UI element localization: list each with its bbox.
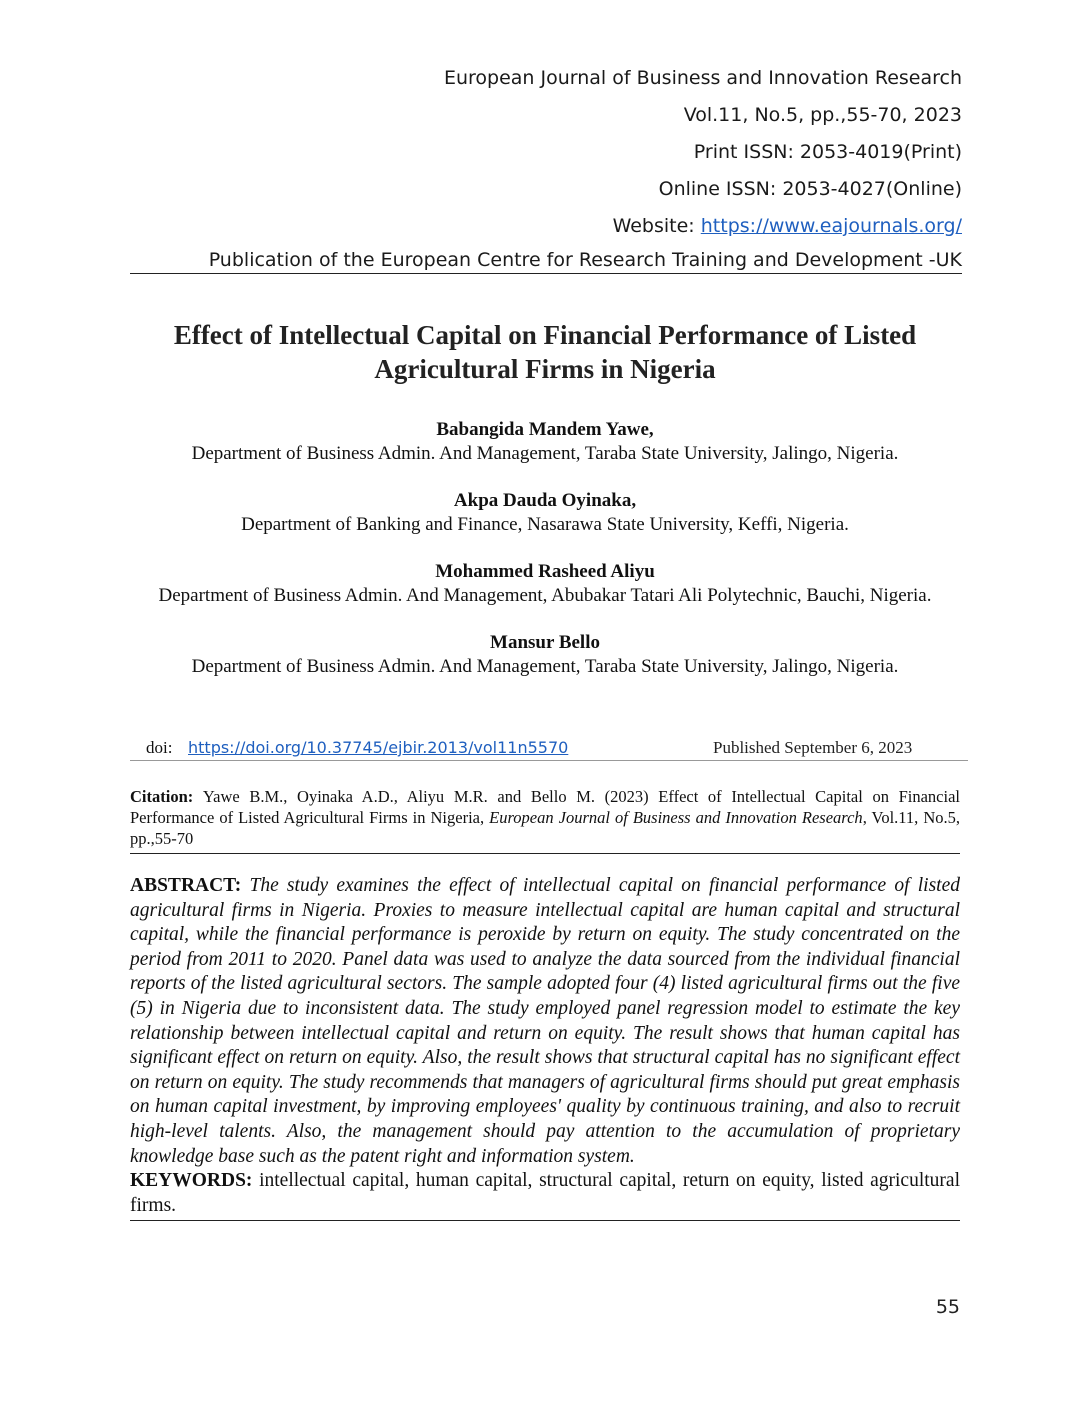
- author-name: Mansur Bello: [490, 632, 600, 653]
- print-issn: Print ISSN: 2053-4019(Print): [693, 141, 962, 163]
- citation-label: Citation:: [130, 787, 203, 806]
- author-name: Akpa Dauda Oyinaka,: [453, 490, 637, 511]
- keywords-text: intellectual capital, human capital, structural capital, return on equity, listed agricultural firms.: [130, 1170, 960, 1216]
- publisher-line: Publication of the European Centre for Research Training and Development -UK: [130, 245, 962, 274]
- website-label: Website:: [612, 215, 701, 237]
- citation-text: Yawe B.M., Oyinaka A.D., Aliyu M.R. and Bello M. (2023) Effect of Intellectual Capital on Financial Performance of Listed Agricultural Firms in Nigeria,: [130, 787, 960, 827]
- citation-tail: , Vol.11, No.5, pp.,55-70: [130, 808, 960, 848]
- author-affiliation: Department of Business Admin. And Management, Taraba State University, Jalingo, Nigeria.: [191, 443, 899, 464]
- abstract-label: ABSTRACT:: [130, 875, 250, 896]
- page-number: 55: [935, 1296, 960, 1318]
- author-entry: [130, 560, 960, 608]
- online-issn: Online ISSN: 2053-4027(Online): [658, 178, 962, 200]
- citation-journal: European Journal of Business and Innovation Research: [489, 808, 863, 827]
- author-entry: [130, 631, 960, 679]
- paper-title: Effect of Intellectual Capital on Financial Performance of Listed Agricultural Firms in Nigeria: [173, 320, 917, 384]
- abstract-text: The study examines the effect of intellectual capital on financial performance of listed agricultural firms in Nigeria. Proxies to measure intellectual capital are human capital and structural capital, while the financial performance is peroxide by return on equity. The study concentrated on the period from 2011 to 2020. Panel data was used to analyze the data sourced from the individual financial reports of the listed agricultural sectors. The sample adopted four (4) listed agricultural firms out the five (5) in Nigeria due to inconsistent data. The study employed panel regression model to estimate the key relationship between intellectual capital and return on equity. The result shows that human capital has significant effect on return on equity. Also, the result shows that structural capital has no significant effect on return on equity. The study recommends that managers of agricultural firms should put great emphasis on human capital investment, by improving employees' quality by continuous training, and also to recruit high-level talents. Also, the management should pay attention to the accumulation of proprietary knowledge base such as the patent right and information system.: [130, 875, 961, 1167]
- author-affiliation: Department of Business Admin. And Management, Abubakar Tatari Ali Polytechnic, Bauchi, Nigeria.: [158, 585, 932, 606]
- abstract: [130, 874, 960, 1221]
- author-list: [130, 418, 960, 702]
- author-affiliation: Department of Business Admin. And Management, Taraba State University, Jalingo, Nigeria.: [191, 656, 899, 677]
- journal-header: [130, 60, 962, 274]
- journal-name: European Journal of Business and Innovation Research: [443, 67, 962, 89]
- keywords-label: KEYWORDS:: [130, 1170, 260, 1192]
- citation: [130, 786, 960, 854]
- published-date: Published September 6, 2023: [713, 738, 913, 757]
- author-name: Mohammed Rasheed Aliyu: [435, 561, 655, 582]
- website-link[interactable]: https://www.eajournals.org/: [700, 215, 962, 237]
- author-affiliation: Department of Banking and Finance, Nasarawa State University, Keffi, Nigeria.: [241, 514, 849, 535]
- author-name: Babangida Mandem Yawe,: [436, 419, 654, 440]
- author-entry: [130, 418, 960, 466]
- doi-label: doi:: [146, 738, 173, 757]
- volume-info: Vol.11, No.5, pp.,55-70, 2023: [683, 104, 962, 126]
- doi-link[interactable]: https://doi.org/10.37745/ejbir.2013/vol11n5570: [188, 738, 569, 757]
- doi-row: [130, 736, 968, 761]
- author-entry: [130, 489, 960, 537]
- website-line: [130, 208, 962, 245]
